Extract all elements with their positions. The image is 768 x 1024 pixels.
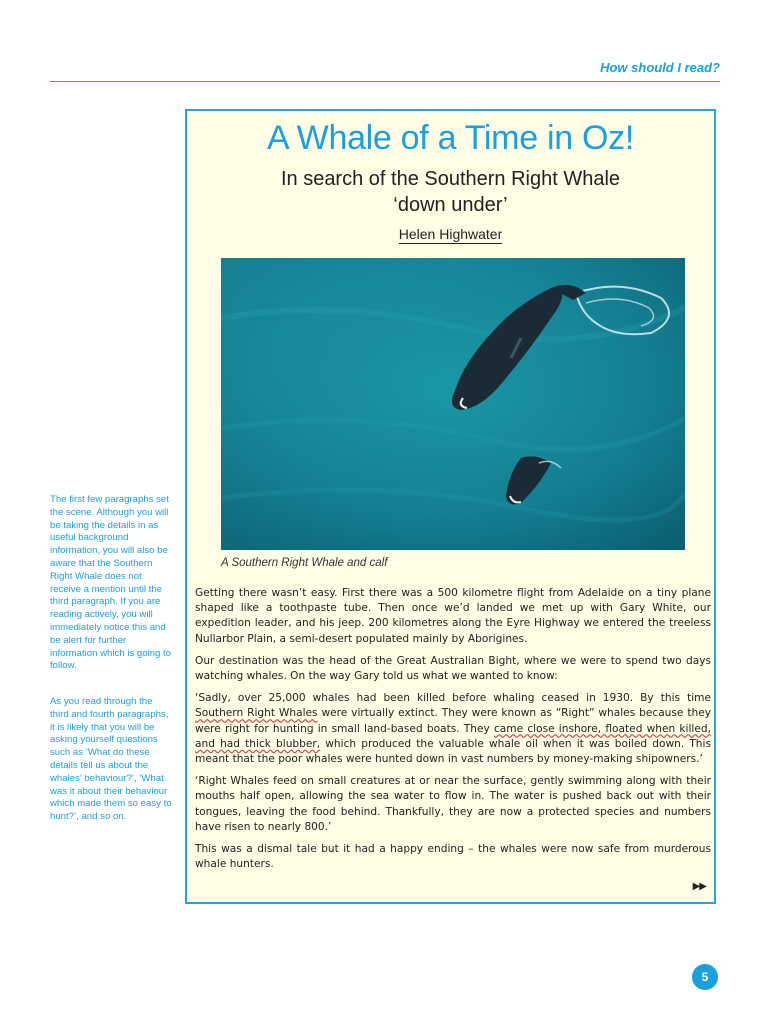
p3-text-c: were virtually extinct. They were known as “Right” whales because they were right for hunting in small land-based boats. They: [195, 707, 711, 735]
paragraph-2: Our destination was the head of the Great Australian Bight, where we were to spend two days watching whales. On the way Gary told us what we wanted to know:: [195, 654, 711, 683]
sidenote-2: As you read through the third and fourth paragraphs, it is likely that you will be asking yourself questions such as ‘What do these details tell us about the whales’ behaviour?’, ‘What was it about their behaviour which made them so easy to hunt?’, and so on.: [50, 696, 172, 823]
p3-text-e: which produced the valuable whale oil when it was boiled down. This meant that the poor whales were hunted down in vast numbers by money-making shipowners.’: [195, 737, 711, 766]
p3-highlight-inshore: came close inshore, floated when killed, and had thick blubber,: [195, 722, 711, 750]
byline-wrap: [187, 226, 714, 244]
paragraph-4: ‘Right Whales feed on small creatures at or near the surface, gently swimming along with their mouths half open, allowing the sea water to flow in. The water is pushed back out with their tongues, leaving the food behind. Thankfully, they are now a protected species and numbers have risen to nearly 800.’: [195, 775, 711, 833]
paragraph-1: Getting there wasn’t easy. First there was a 500 kilometre flight from Adelaide on a tiny plane shaped like a toothpaste tube. Then once we’d landed we met up with Gary White, our expedition leader, and his jeep. 200 kilometres along the Eyre Highway we entered the treeless Nullarbor Plain, a semi-desert populated mainly by Aborigines.: [195, 587, 711, 645]
page-number-badge: 5: [692, 964, 718, 990]
whale-photo: [221, 258, 685, 550]
next-arrows-icon[interactable]: ▶▶: [692, 881, 706, 892]
article-body: [195, 586, 711, 879]
p3-text-a: ‘Sadly, over 25,000 whales had been killed before whaling ceased in 1930. By this time: [195, 692, 711, 705]
sidenote-1: The first few paragraphs set the scene. Although you will be taking the details in as useful background information, you will also be aware that the Southern Right Whale does not receive a mention until the third paragraph. If you are reading actively, you will immediately notice this and be alert for further information which is going to follow.: [50, 494, 172, 672]
page-header-title: How should I read?: [600, 60, 720, 75]
subtitle-line-1: In search of the Southern Right Whale: [280, 168, 621, 190]
p3-highlight-whales: Southern Right Whales: [195, 707, 318, 720]
photo-caption: A Southern Right Whale and calf: [221, 557, 388, 569]
article-box: [185, 109, 716, 904]
article-subtitle: [187, 166, 714, 218]
paragraph-3: [195, 691, 711, 767]
subtitle-line-2: ‘down under’: [393, 194, 508, 216]
byline: Helen Highwater: [398, 226, 503, 242]
article-title: A Whale of a Time in Oz!: [267, 119, 634, 157]
paragraph-5: This was a dismal tale but it had a happy ending – the whales were now safe from murderous whale hunters.: [195, 843, 711, 871]
header-rule: [50, 81, 720, 82]
